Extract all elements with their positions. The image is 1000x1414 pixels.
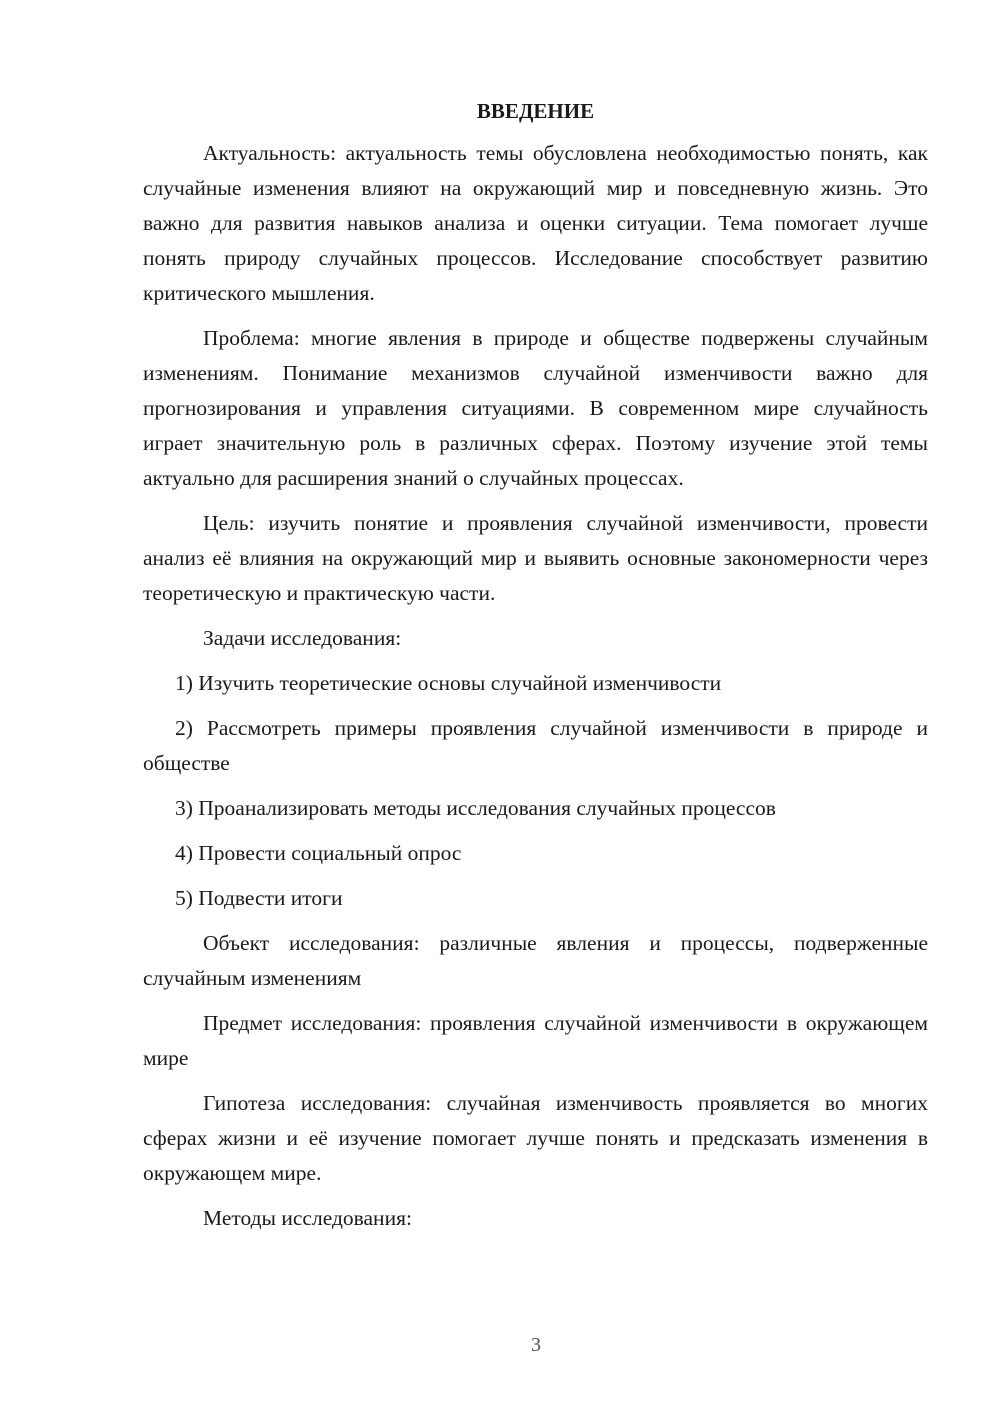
- section-title: ВВЕДЕНИЕ: [476, 99, 595, 123]
- task-item: 5) Подвести итоги: [175, 886, 343, 910]
- hypothesis-paragraph: Гипотеза исследования: случайная изменчивость проявляется во многих сферах жизни и её изучение помогает лучше понять и предсказать изменения в окружающем мире.: [143, 1091, 928, 1185]
- goal-paragraph: Цель: изучить понятие и проявления случайной изменчивости, провести анализ её влияния на окружающий мир и выявить основные закономерности через теоретическую и практическую части.: [143, 511, 928, 605]
- task-item: 1) Изучить теоретические основы случайной изменчивости: [175, 671, 722, 695]
- page-number: 3: [531, 1334, 541, 1356]
- problem-paragraph: Проблема: многие явления в природе и обществе подвержены случайным изменениям. Понимание механизмов случайной изменчивости важно для прогнозирования и управления ситуациями. В современном мире случайность играет значительную роль в различных сферах. Поэтому изучение этой темы актуально для расширения знаний о случайных процессах.: [143, 326, 928, 490]
- task-item: 2) Рассмотреть примеры проявления случайной изменчивости в природе и обществе: [143, 716, 928, 775]
- relevance-paragraph: Актуальность: актуальность темы обусловлена необходимостью понять, как случайные изменения влияют на окружающий мир и повседневную жизнь. Это важно для развития навыков анализа и оценки ситуации. Тема помогает лучше понять природу случайных процессов. Исследование способствует развитию критического мышления.: [143, 141, 928, 305]
- task-item: 3) Проанализировать методы исследования случайных процессов: [175, 796, 776, 820]
- document-page: [143, 96, 928, 1246]
- tasks-heading: Задачи исследования:: [203, 626, 402, 650]
- object-paragraph: Объект исследования: различные явления и процессы, подверженные случайным изменениям: [143, 931, 928, 990]
- task-item: 4) Провести социальный опрос: [175, 841, 462, 865]
- subject-paragraph: Предмет исследования: проявления случайной изменчивости в окружающем мире: [143, 1011, 928, 1070]
- methods-heading: Методы исследования:: [203, 1206, 412, 1230]
